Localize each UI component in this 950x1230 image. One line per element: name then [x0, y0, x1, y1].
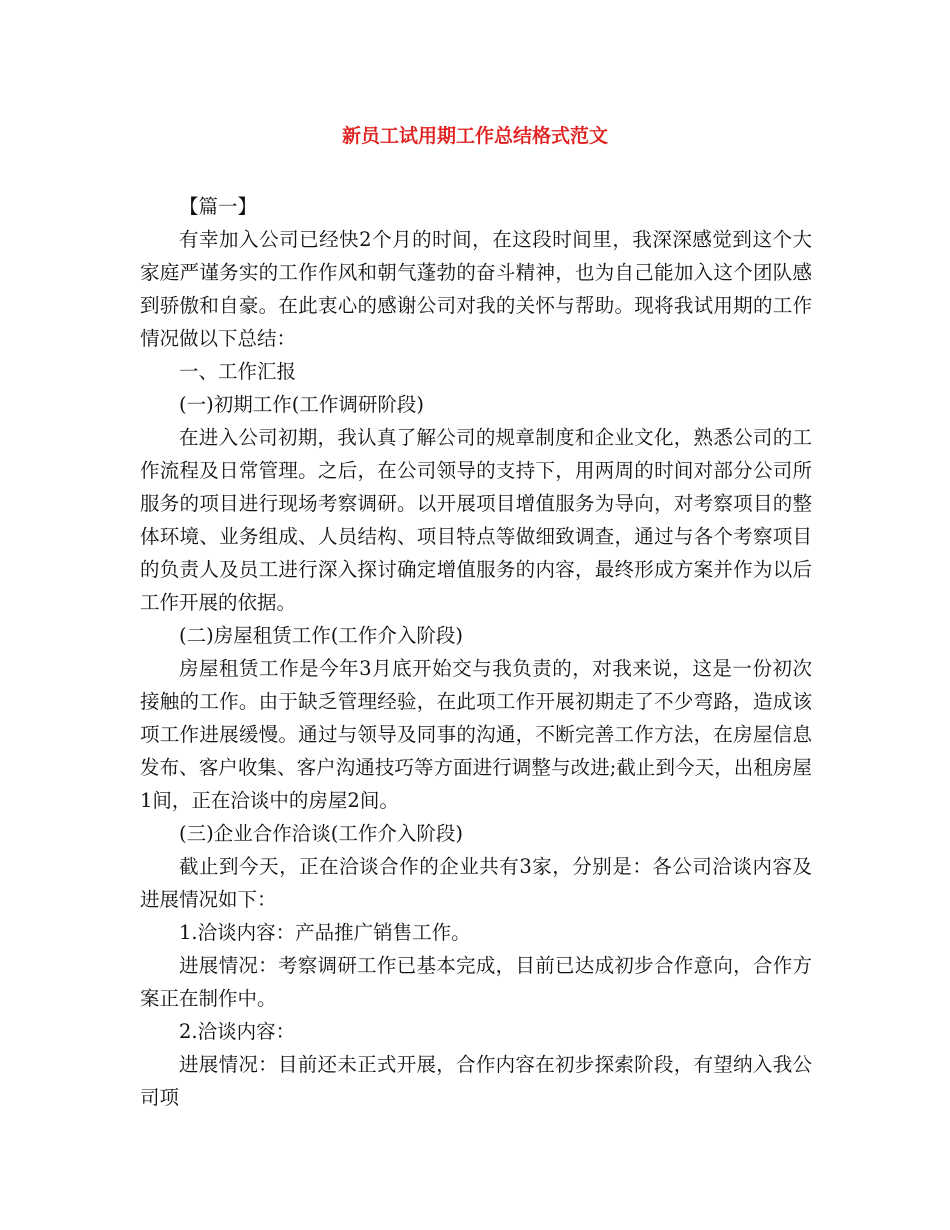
initial-work-paragraph: 在进入公司初期，我认真了解公司的规章制度和企业文化，熟悉公司的工作流程及日常管理。之后，在公司领导的支持下，用两周的时间对部分公司所服务的项目进行现场考察调研。以开展项目增值服务为导向，对考察项目的整体环境、业务组成、人员结构、项目特点等做细致调查，通过与各个考察项目的负责人及员工进行深入探讨确定增值服务的内容，最终形成方案并作为以后工作开展的依据。 — [140, 426, 812, 614]
negotiation-item-1: 1.洽谈内容：产品推广销售工作。 — [179, 921, 471, 944]
section-label: 【篇一】 — [179, 195, 258, 218]
heading-work-report: 一、工作汇报 — [179, 360, 297, 383]
document-body — [140, 190, 812, 1114]
progress-item-2: 进展情况：目前还未正式开展，合作内容在初步探索阶段，有望纳入我公司项 — [140, 1053, 812, 1109]
house-leasing-paragraph: 房屋租赁工作是今年3月底开始交与我负责的，对我来说，这是一份初次接触的工作。由于缺乏管理经验，在此项工作开展初期走了不少弯路，造成该项工作进展缓慢。通过与领导及同事的沟通，不断完善工作方法，在房屋信息发布、客户收集、客户沟通技巧等方面进行调整与改进;截止到今天，出租房屋1间，正在洽谈中的房屋2间。 — [140, 657, 812, 812]
progress-item-1: 进展情况：考察调研工作已基本完成，目前已达成初步合作意向，合作方案正在制作中。 — [140, 954, 812, 1010]
subheading-enterprise-cooperation: (三)企业合作洽谈(工作介入阶段) — [179, 822, 463, 845]
document-title: 新员工试用期工作总结格式范文 — [341, 125, 608, 147]
intro-paragraph: 有幸加入公司已经快2个月的时间，在这段时间里，我深深感觉到这个大家庭严谨务实的工作作风和朝气蓬勃的奋斗精神，也为自己能加入这个团队感到骄傲和自豪。在此衷心的感谢公司对我的关怀与帮助。现将我试用期的工作情况做以下总结： — [140, 228, 812, 350]
cooperation-paragraph: 截止到今天，正在洽谈合作的企业共有3家，分别是：各公司洽谈内容及进展情况如下： — [140, 855, 812, 911]
subheading-house-leasing: (二)房屋租赁工作(工作介入阶段) — [179, 624, 463, 647]
subheading-initial-work: (一)初期工作(工作调研阶段) — [179, 393, 424, 416]
negotiation-item-2: 2.洽谈内容： — [179, 1020, 296, 1043]
